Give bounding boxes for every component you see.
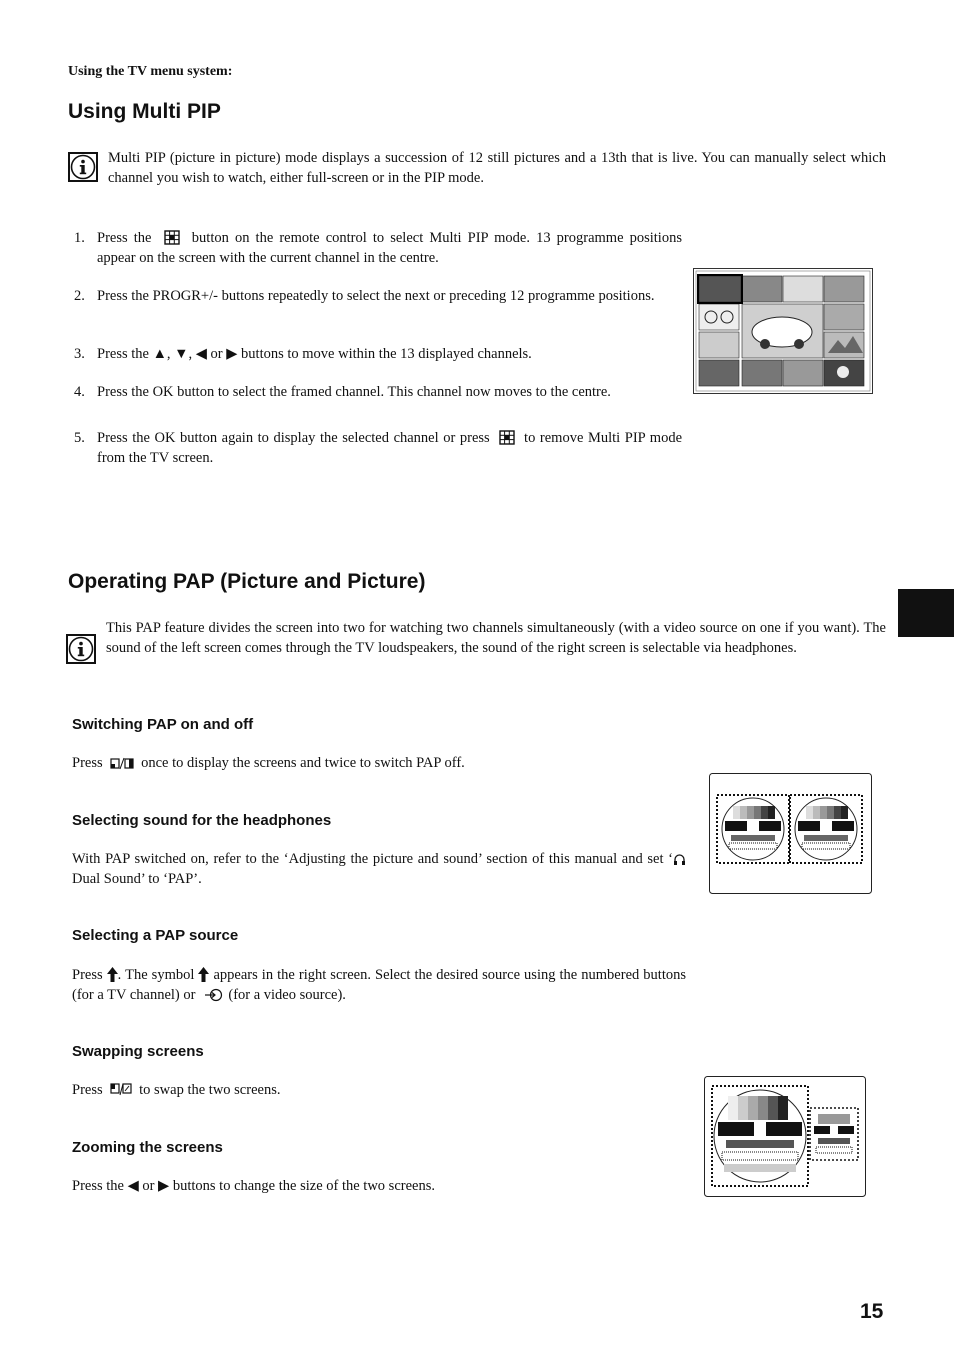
multi-pip-button-icon <box>164 230 180 245</box>
page-tab-marker <box>898 589 954 637</box>
swapping-screens-text <box>72 1080 672 1100</box>
source-arrow-icon <box>107 967 118 982</box>
page-kicker: Using the TV menu system: <box>68 64 233 79</box>
step-text: Press the OK button again to display the selected channel or press <box>97 430 490 446</box>
step-4 <box>74 382 682 402</box>
text-fragment: With PAP switched on, refer to the ‘Adjusting the picture and sound’ section of this manual and set ‘ <box>72 851 673 867</box>
text-fragment: . The symbol <box>117 967 195 983</box>
step-number: 2. <box>74 288 85 304</box>
text-fragment: appears in the right screen. Select the desired source using the numbered buttons (for a TV channel) or <box>72 967 687 1003</box>
multi-pip-button-icon <box>499 430 515 445</box>
sound-headphones-text <box>72 849 686 889</box>
multi-pip-info-text: Multi PIP (picture in picture) mode displays a succession of 12 still pictures and a 13th that is live. You can manually select which channel you wish to watch, either full-screen or in the PIP mode. <box>108 150 886 186</box>
text-fragment: (for a video source). <box>228 987 346 1003</box>
source-arrow-icon <box>198 967 209 982</box>
text-fragment: Press <box>72 755 103 771</box>
pap-button-icon <box>110 756 134 770</box>
step-number: 5. <box>74 430 85 446</box>
step-text: Press the OK button to select the framed channel. This channel now moves to the centre. <box>97 384 611 400</box>
page-number: 15 <box>860 1300 884 1323</box>
step-text: Press the PROGR+/- buttons repeatedly to select the next or preceding 12 programme positions. <box>97 288 655 304</box>
pap-zoom-screen-illustration <box>704 1076 866 1197</box>
text-fragment: Press <box>72 967 103 983</box>
step-text: button on the remote control to select Multi PIP mode. 13 programme positions appear on the screen with the current channel in the centre. <box>97 230 682 266</box>
step-number: 4. <box>74 384 85 400</box>
pap-source-text <box>72 965 686 1005</box>
heading-pap-source: Selecting a PAP source <box>72 927 239 944</box>
step-5 <box>74 428 682 468</box>
step-text: to remove Multi PIP mode from the TV screen. <box>97 430 683 466</box>
step-1 <box>74 228 682 268</box>
pap-split-screen-illustration <box>709 773 872 894</box>
zooming-screens-text: Press the ◀ or ▶ buttons to change the size of the two screens. <box>72 1178 435 1194</box>
video-input-icon <box>203 988 225 1002</box>
swap-icon <box>110 1083 132 1097</box>
step-3 <box>74 344 682 364</box>
switching-pap-text <box>72 753 672 773</box>
step-number: 1. <box>74 230 85 246</box>
text-fragment: Press <box>72 1082 103 1098</box>
pap-info-text: This PAP feature divides the screen into two for watching two channels simultaneously (with a video source on one if you want). The sound of the left screen comes through the TV loudspeakers, the sound of the right screen is selectable via headphones. <box>106 620 886 656</box>
section-title-multi-pip: Using Multi PIP <box>68 100 221 123</box>
info-icon <box>68 152 98 182</box>
text-fragment: once to display the screens and twice to switch PAP off. <box>141 755 465 771</box>
heading-zooming-screens: Zooming the screens <box>72 1139 223 1156</box>
heading-swapping-screens: Swapping screens <box>72 1043 204 1060</box>
headphones-icon <box>673 853 686 866</box>
heading-sound-headphones: Selecting sound for the headphones <box>72 812 332 829</box>
step-number: 3. <box>74 346 85 362</box>
section-title-pap: Operating PAP (Picture and Picture) <box>68 570 426 593</box>
heading-switching-pap: Switching PAP on and off <box>72 716 254 733</box>
text-fragment: to swap the two screens. <box>139 1082 281 1098</box>
text-fragment: Dual Sound’ to ‘PAP’. <box>72 871 202 887</box>
step-text: Press the <box>97 230 152 246</box>
step-2 <box>74 286 682 306</box>
info-icon <box>66 634 96 664</box>
step-text: Press the ▲, ▼, ◀ or ▶ buttons to move within the 13 displayed channels. <box>97 346 532 362</box>
multi-pip-screen-illustration <box>693 268 873 394</box>
